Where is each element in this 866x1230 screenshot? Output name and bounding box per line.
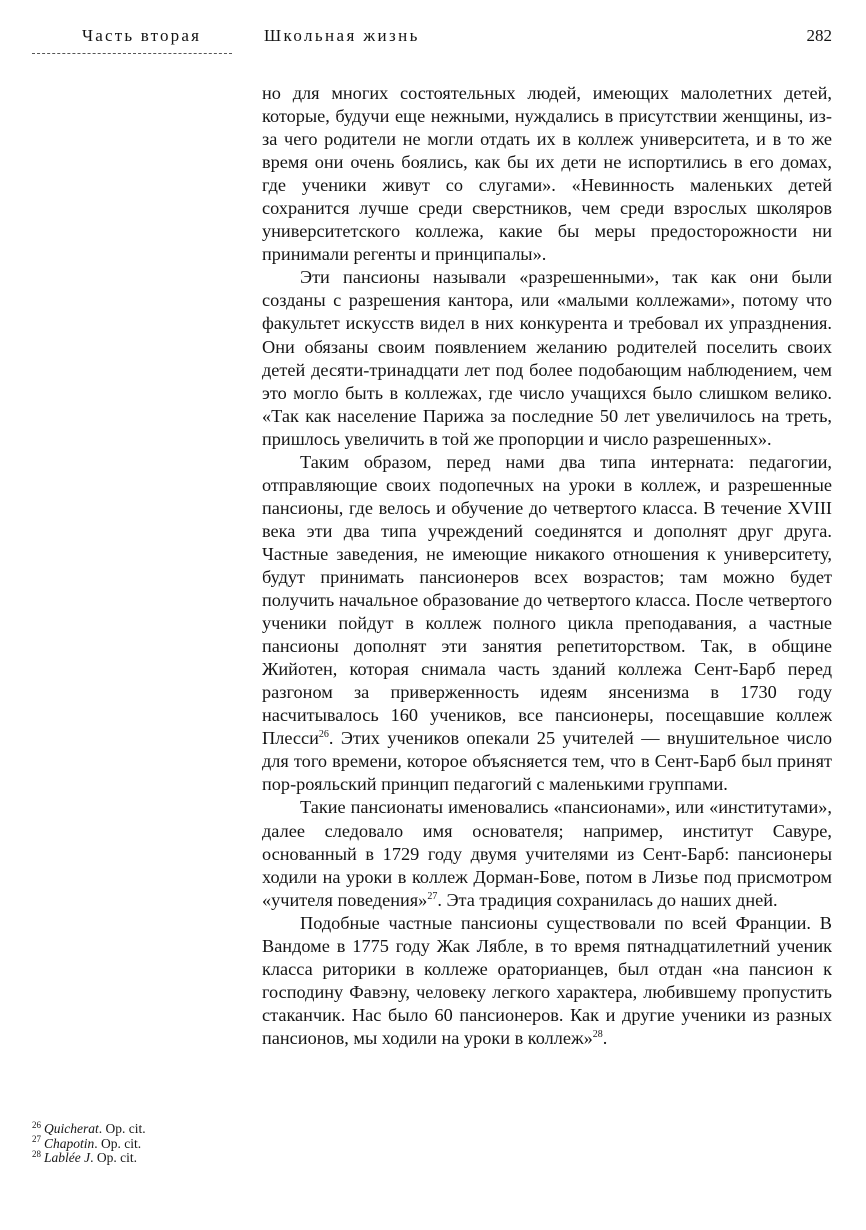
paragraph-5-text-b: . xyxy=(602,1027,608,1048)
footnote-28 xyxy=(32,1148,232,1166)
footnote-27 xyxy=(32,1134,232,1152)
chapter-title: Школьная жизнь xyxy=(264,26,420,45)
paragraph-4 xyxy=(262,796,832,911)
footnote-ref-26: 26 xyxy=(318,729,329,741)
footnote-26 xyxy=(32,1119,232,1137)
footnote-number: 28 xyxy=(32,1148,41,1159)
paragraph-1-text: но для многих состоятельных людей, имеющих малолетних детей, которые, будучи еще нежными, нуждались в присутствии женщины, из-за чего родители не могли отдать их в коллеж университета, и в то же время они очень боялись, как бы их дети не испортились в его домах, где ученики живут со слугами». «Невинность маленьких детей сохранится лучше среди сверстников, чем среди взрослых школяров университетского коллежа, какие бы меры предосторожности ни принимали регенты и принципалы». xyxy=(262,83,832,265)
footnote-ref-27: 27 xyxy=(427,890,438,902)
footnote-source: . Op. cit. xyxy=(90,1150,137,1165)
paragraph-5 xyxy=(262,912,832,1050)
footnotes xyxy=(32,1119,232,1166)
footnote-source: . Op. cit. xyxy=(98,1121,146,1136)
footnote-number: 26 xyxy=(32,1119,41,1130)
body-text xyxy=(262,82,832,1050)
footnote-source: . Op. cit. xyxy=(94,1135,142,1151)
paragraph-3-text-b: . Этих учеников опекали 25 учителей — внушительное число для того времени, которое объясняется тем, что в Сент-Барб был принят пор-рояльский принцип педагогий с маленькими группами. xyxy=(262,728,832,795)
footnote-ref-28: 28 xyxy=(592,1028,603,1040)
header-rule xyxy=(32,53,232,54)
paragraph-2-text: Эти пансионы называли «разрешенными», так как они были созданы с разрешения кантора, или «малыми коллежами», потому что факультет искусств видел в них конкурента и требовал их упразднения. Они обязаны своим появлением желанию родителей поселить своих детей десяти-тринадцати лет под более подобающим наблюдением, чем это могло быть в коллежах, где число учащихся было слишком велико. «Так как население Парижа за последние 50 лет увеличилось на треть, пришлось увеличить в той же пропорции и число разрешенных». xyxy=(262,267,832,449)
footnote-number: 27 xyxy=(32,1134,41,1144)
page-number: 282 xyxy=(806,26,832,45)
paragraph-1 xyxy=(262,82,832,266)
paragraph-5-text-a: Подобные частные пансионы существовали по всей Франции. В Вандоме в 1775 году Жак Лябле, в то время пятнадцатилетний ученик класса риторики в коллеже ораторианцев, был отдан «на пансион к господину Фавэну, человеку легкого характера, любившему пропустить стаканчик. Нас было 60 пансионеров. Как и другие ученики из разных пансионов, мы ходили на уроки в коллеж» xyxy=(262,912,832,1048)
running-head xyxy=(32,24,832,54)
paragraph-3 xyxy=(262,451,832,797)
footnote-author: Chapotin xyxy=(44,1135,95,1151)
footnote-author: Quicherat xyxy=(44,1121,99,1136)
paragraph-2 xyxy=(262,266,832,450)
footnote-author: Lablée J xyxy=(44,1150,91,1165)
paragraph-4-text-a: Такие пансионаты именовались «пансионами», или «институтами», далее следовало имя основателя; например, институт Савуре, основанный в 1729 году двумя учителями из Сент-Барб: пансионеры ходили на уроки в коллеж Дорман-Бове, потом в Лизье под присмотром «учителя поведения» xyxy=(262,797,832,910)
part-title: Часть вторая xyxy=(82,26,202,45)
paragraph-4-text-b: . Эта традиция сохранилась до наших дней. xyxy=(437,889,778,910)
paragraph-3-text-a: Таким образом, перед нами два типа интерната: педагогии, отправляющие своих подопечных на уроки в коллеж, и разрешенные пансионы, где велось и обучение до четвертого класса. В течение XVIII века эти два типа учреждений соединятся и дополнят друг друга. Частные заведения, не имеющие никакого отношения к университету, будут принимать пансионеров всех возрастов; там можно будет получить начальное образование до четвертого класса. После четвертого ученики пойдут в коллеж полного цикла преподавания, а частные пансионы дополнят эти занятия репетиторством. Так, в общине Жийотен, которая снимала часть зданий коллежа Сент-Барб перед разгоном за приверженность идеям янсенизма в 1730 году насчитывалось 160 учеников, все пансионеры, посещавшие коллеж Плесси xyxy=(262,451,832,749)
